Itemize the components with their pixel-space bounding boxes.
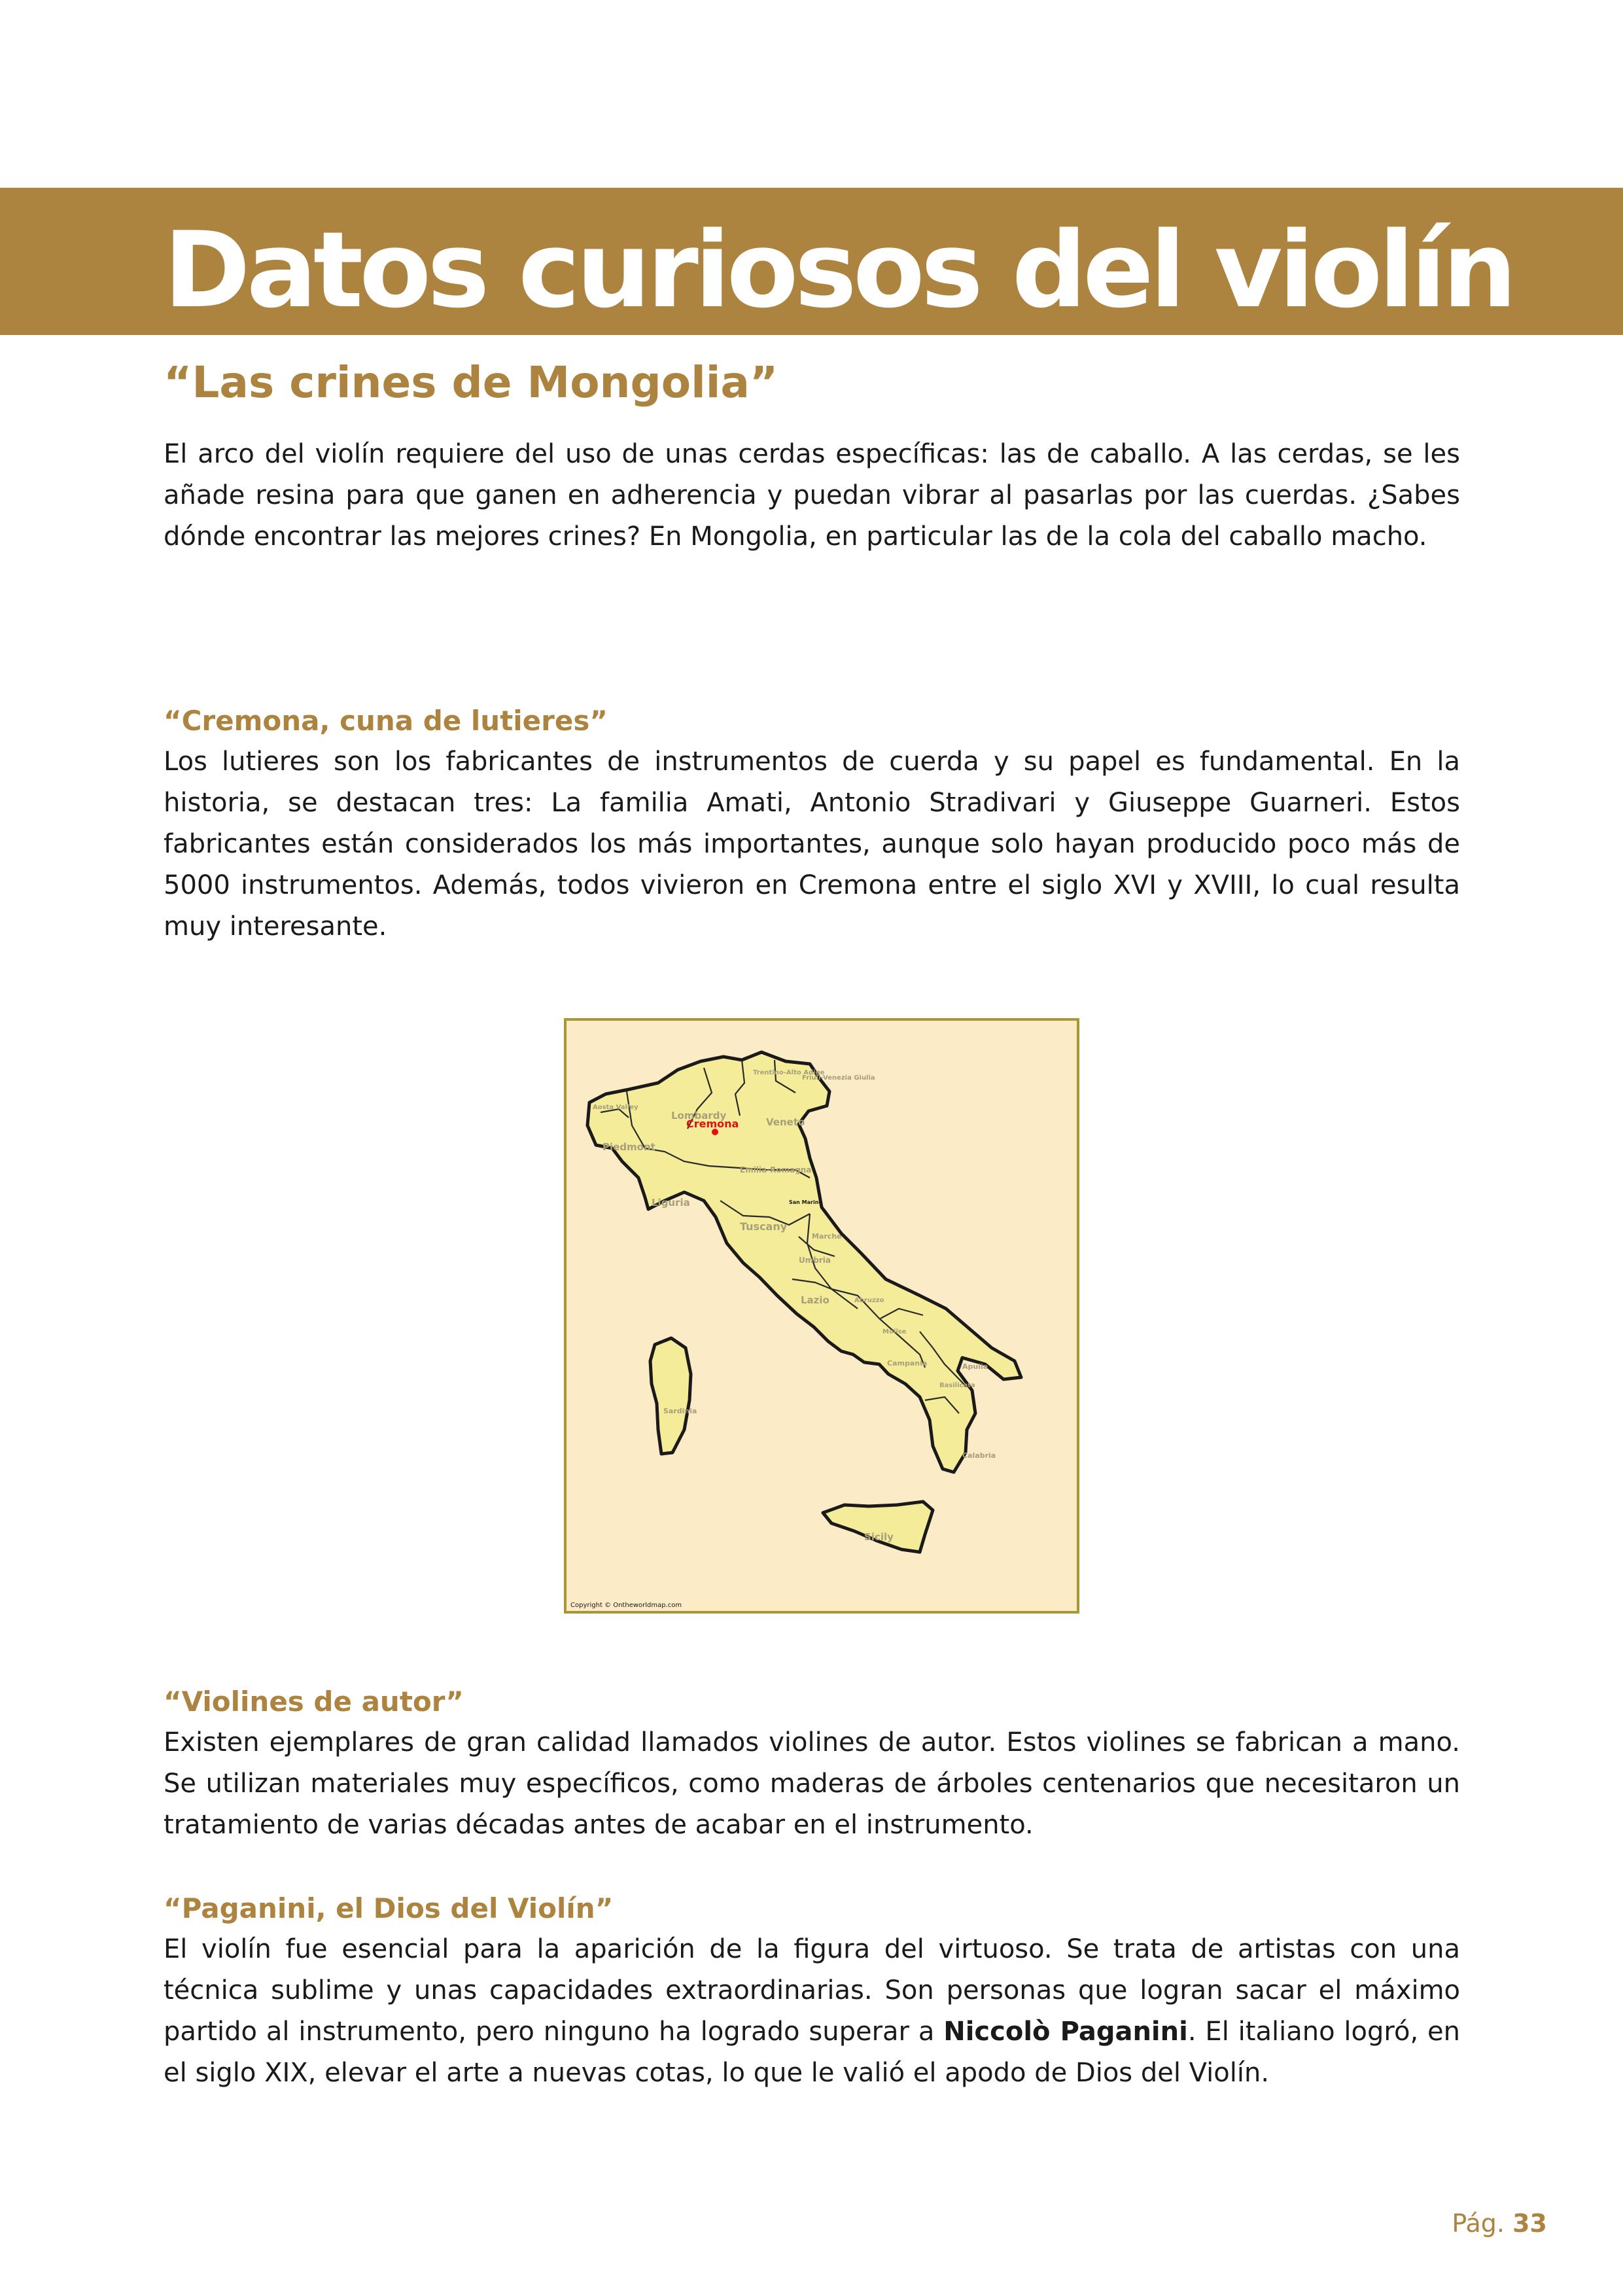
page-title: Datos curiosos del violín [164, 209, 1513, 331]
region-label-marche: Marche [812, 1232, 842, 1241]
section-heading-cremona: “Cremona, cuna de lutieres” [164, 705, 608, 737]
region-label-sardinia: Sardinia [663, 1407, 697, 1415]
region-label-aosta: Aosta Valley [593, 1104, 638, 1111]
page-prefix: Pág. [1452, 2209, 1505, 2238]
page-number [1452, 2209, 1547, 2238]
map-copyright: Copyright © Ontheworldmap.com [570, 1602, 682, 1609]
region-label-emilia: Emilia-Romagna [740, 1165, 812, 1174]
italy-map-graphic [567, 1021, 1077, 1611]
region-label-campania: Campania [887, 1359, 928, 1368]
region-label-umbria: Umbria [799, 1256, 831, 1265]
italy-map [564, 1018, 1079, 1614]
sicily-shape [823, 1502, 933, 1552]
region-label-veneto: Veneto [766, 1116, 805, 1128]
region-label-friuli: Friuli-Venezia Giulia [802, 1074, 875, 1082]
section-body-violines-autor: Existen ejemplares de gran calidad llamados violines de autor. Estos violines se fabrican a mano. Se utilizan materiales muy específicos, como maderas de árboles centenarios que necesitaron un tratamiento de varias décadas antes de acabar en el instrumento. [164, 1727, 1460, 1840]
section-body-cremona: Los lutieres son los fabricantes de instrumentos de cuerda y su papel es fundamental. En la historia, se destacan tres: La familia Amati, Antonio Stradivari y Giuseppe Guarneri. Estos fabricantes están considerados los más importantes, aunque solo hayan producido poco más de 5000 instrumentos. Además, todos vivieron en Cremona entre el siglo XVI y XVIII, lo cual resulta muy interesante. [164, 747, 1460, 942]
section-body-crines: El arco del violín requiere del uso de unas cerdas específicas: las de caballo. A las cerdas, se les añade resina para que ganen en adherencia y puedan vibrar al pasarlas por las cuerdas. ¿Sabes dónde encontrar las mejores crines? En Mongolia, en particular las de la cola del caballo macho. [164, 439, 1460, 552]
region-label-abruzzo: Abruzzo [854, 1297, 884, 1304]
page-number-value: 33 [1512, 2209, 1547, 2238]
section-body-paganini [164, 1929, 1460, 2094]
paganini-name: Niccolò Paganini [943, 2017, 1188, 2047]
section-heading-crines: “Las crines de Mongolia” [164, 357, 778, 408]
region-label-liguria: Liguria [652, 1197, 690, 1209]
paganini-text-before: El violín fue esencial para la aparición de la figura del virtuoso. Se trata de artistas con una técnica sublime y unas capacidades extraordinarias. Son personas que logran sacar el máximo partido al instrumento, pero ninguno ha logrado superar a [164, 1934, 1460, 2047]
cremona-label: Cremona [686, 1118, 739, 1130]
section-heading-violines-autor: “Violines de autor” [164, 1686, 464, 1718]
paganini-text-after: . El italiano logró, en el siglo XIX, elevar el arte a nuevas cotas, lo que le valió el apodo de Dios del Violín. [164, 2017, 1460, 2088]
section-heading-paganini: “Paganini, el Dios del Violín” [164, 1892, 614, 1924]
sardinia-shape [650, 1338, 691, 1454]
region-label-lombardy: Lombardy [671, 1110, 727, 1122]
region-label-basilicata: Basilicata [939, 1382, 975, 1389]
region-label-piedmont: Piedmont [602, 1141, 655, 1153]
region-label-calabria: Calabria [962, 1451, 996, 1460]
region-label-molise: Molise [882, 1328, 907, 1335]
region-label-sanmarino: San Marino [789, 1199, 822, 1205]
region-label-sicily: Sicily [864, 1531, 894, 1543]
region-label-apulia: Apulia [962, 1362, 988, 1371]
region-label-trentino: Trentino-Alto Adige [753, 1069, 825, 1076]
region-label-lazio: Lazio [801, 1294, 829, 1306]
region-label-tuscany: Tuscany [740, 1220, 788, 1233]
